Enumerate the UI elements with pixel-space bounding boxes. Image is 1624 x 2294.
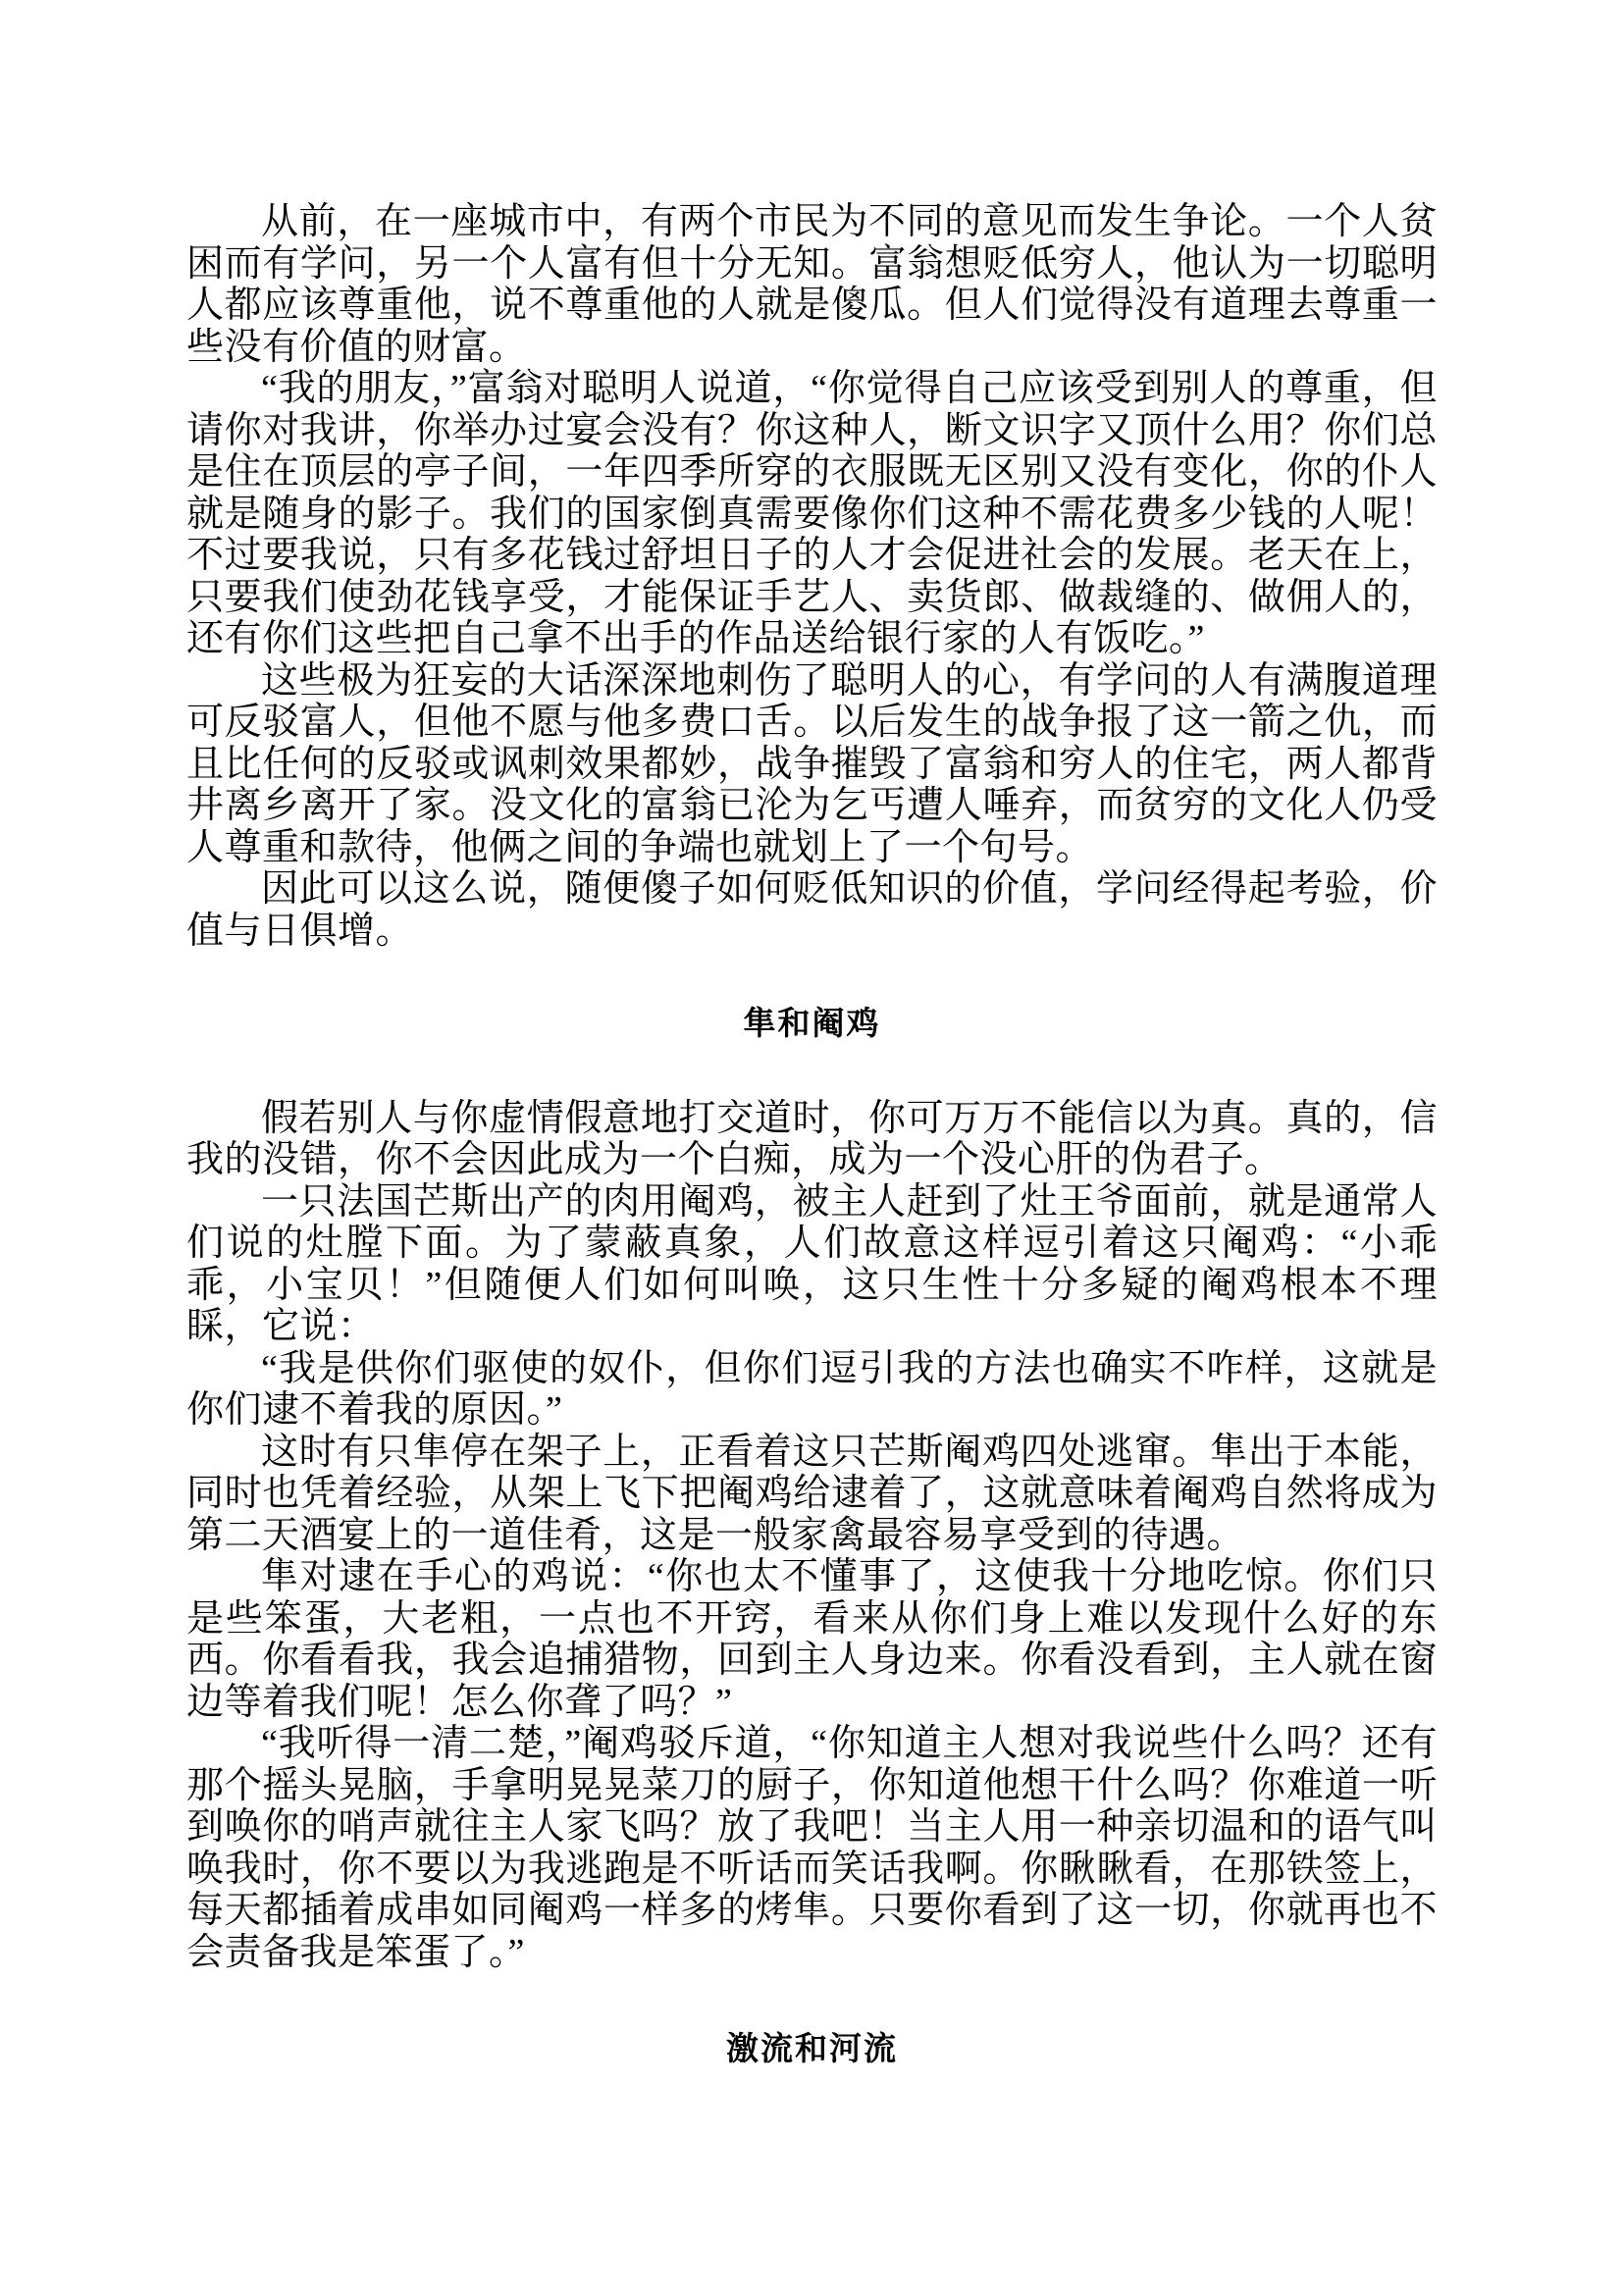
- story2-paragraph-1: 假若别人与你虚情假意地打交道时，你可万万不能信以为真。真的，信我的没错，你不会因此成为一个白痴，成为一个没心肝的伪君子。: [186, 1097, 1438, 1180]
- story2-paragraph-5: 隼对逮在手心的鸡说：“你也太不懂事了，这使我十分地吃惊。你们只是些笨蛋，大老粗，一点也不开窍，看来从你们身上难以发现什么好的东西。你看看我，我会追捕猎物，回到主人身边来。你看没看到，主人就在窗边等着我们呢！怎么你聋了吗？”: [186, 1556, 1438, 1723]
- story1-paragraph-1: 从前，在一座城市中，有两个市民为不同的意见而发生争论。一个人贫困而有学问，另一个人富有但十分无知。富翁想贬低穷人，他认为一切聪明人都应该尊重他，说不尊重他的人就是傻瓜。但人们觉得没有道理去尊重一些没有价值的财富。: [186, 201, 1438, 368]
- story2-paragraph-4: 这时有只隼停在架子上，正看着这只芒斯阉鸡四处逃窜。隼出于本能，同时也凭着经验，从架上飞下把阉鸡给逮着了，这就意味着阉鸡自然将成为第二天酒宴上的一道佳肴，这是一般家禽最容易享受到的待遇。: [186, 1431, 1438, 1556]
- story1-paragraph-3: 这些极为狂妄的大话深深地刺伤了聪明人的心，有学问的人有满腹道理可反驳富人，但他不愿与他多费口舌。以后发生的战争报了这一箭之仇，而且比任何的反驳或讽刺效果都妙，战争摧毁了富翁和穷人的住宅，两人都背井离乡离开了家。没文化的富翁已沦为乞丐遭人唾弃，而贫穷的文化人仍受人尊重和款待，他俩之间的争端也就划上了一个句号。: [186, 659, 1438, 868]
- story1-paragraph-2: “我的朋友，”富翁对聪明人说道，“你觉得自己应该受到别人的尊重，但请你对我讲，你举办过宴会没有？你这种人，断文识字又顶什么用？你们总是住在顶层的亭子间，一年四季所穿的衣服既无区别又没有变化，你的仆人就是随身的影子。我们的国家倒真需要像你们这种不需花费多少钱的人呢！不过要我说，只有多花钱过舒坦日子的人才会促进社会的发展。老天在上，只要我们使劲花钱享受，才能保证手艺人、卖货郎、做裁缝的、做佣人的，还有你们这些把自己拿不出手的作品送给银行家的人有饭吃。”: [186, 368, 1438, 659]
- section-heading-torrent-and-river: 激流和河流: [726, 2030, 898, 2066]
- story2-paragraph-6: “我听得一清二楚，”阉鸡驳斥道，“你知道主人想对我说些什么吗？还有那个摇头晃脑，手拿明晃晃菜刀的厨子，你知道他想干什么吗？你难道一听到唤你的哨声就往主人家飞吗？放了我吧！当主人用一种亲切温和的语气叫唤我时，你不要以为我逃跑是不听话而笑话我啊。你瞅瞅看，在那铁签上，每天都插着成串如同阉鸡一样多的烤隼。只要你看到了这一切，你就再也不会责备我是笨蛋了。”: [186, 1723, 1438, 1973]
- story2-paragraph-2: 一只法国芒斯出产的肉用阉鸡，被主人赶到了灶王爷面前，就是通常人们说的灶膛下面。为了蒙蔽真象，人们故意这样逗引着这只阉鸡：“小乖乖，小宝贝！”但随便人们如何叫唤，这只生性十分多疑的阉鸡根本不理睬，它说：: [186, 1180, 1438, 1347]
- story1-paragraph-4: 因此可以这么说，随便傻子如何贬低知识的价值，学问经得起考验，价值与日俱增。: [186, 868, 1438, 952]
- story2-paragraph-3: “我是供你们驱使的奴仆，但你们逗引我的方法也确实不咋样，这就是你们逮不着我的原因。”: [186, 1347, 1438, 1431]
- section-heading-falcon-and-capon: 隼和阉鸡: [743, 1005, 881, 1041]
